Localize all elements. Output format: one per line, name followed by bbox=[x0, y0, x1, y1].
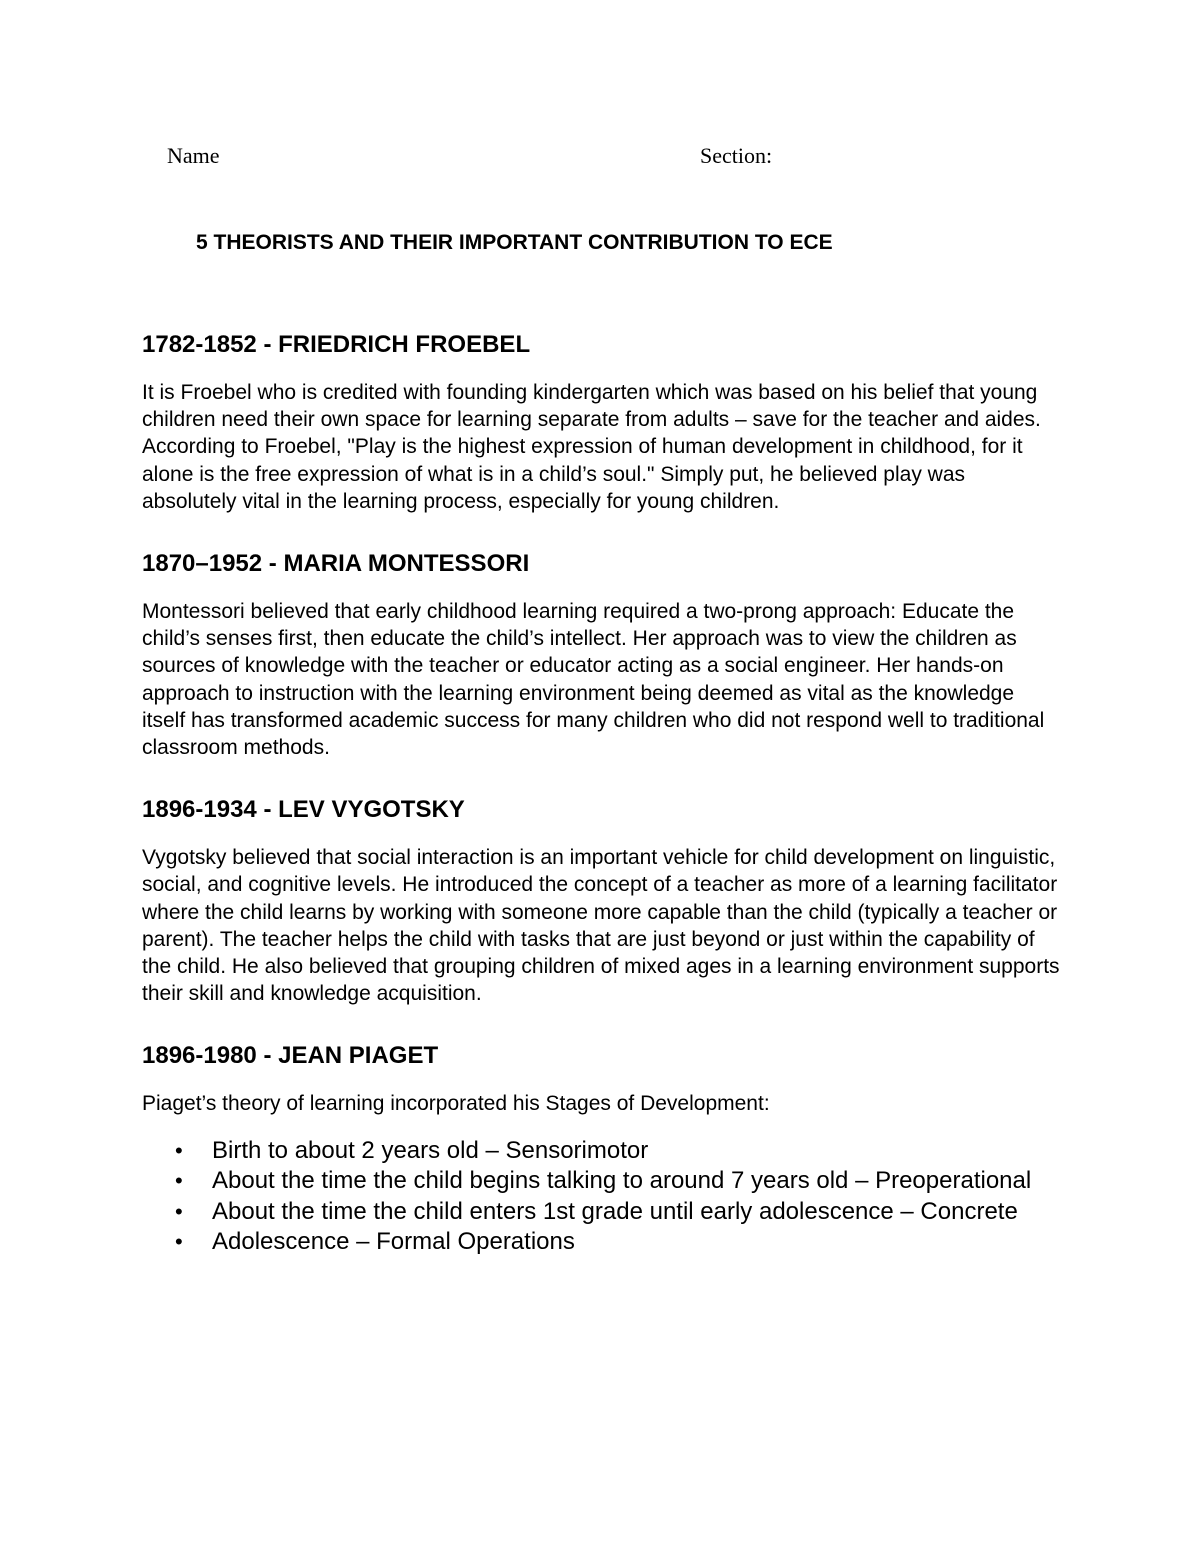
stage-text: Adolescence – Formal Operations bbox=[212, 1228, 575, 1256]
section-field-label: Section: bbox=[700, 143, 773, 168]
theorist-heading: 1782-1852 - FRIEDRICH FROEBEL bbox=[142, 331, 531, 358]
bullet-icon: • bbox=[175, 1168, 183, 1194]
stage-text: About the time the child begins talking to around 7 years old – Preoperational bbox=[212, 1167, 1032, 1195]
theorist-heading: 1896-1980 - JEAN PIAGET bbox=[142, 1042, 439, 1070]
document-body bbox=[142, 328, 1062, 1290]
stage-list-item bbox=[142, 1227, 1062, 1258]
stage-list-item bbox=[142, 1136, 1062, 1167]
theorist-section-vygotsky bbox=[142, 793, 1062, 1007]
name-field-label: Name bbox=[167, 143, 220, 168]
stage-text: About the time the child enters 1st grade until early adolescence – Concrete bbox=[212, 1197, 1018, 1225]
stages-list bbox=[142, 1136, 1062, 1258]
bullet-icon: • bbox=[175, 1229, 183, 1255]
theorist-paragraph: Montessori believed that early childhood learning required a two-prong approach: Educate the child’s senses first, then educate the child’s intellect. Her approach was to view the children as sources of knowledge with the teacher or educator acting as a social engineer. Her hands-on approach to instruction with the learning environment being deemed as vital as the knowledge itself has transformed academic success for many children who did not respond well to traditional classroom methods. bbox=[142, 600, 1045, 760]
stage-list-item bbox=[142, 1197, 1062, 1228]
bullet-icon: • bbox=[175, 1137, 183, 1163]
theorist-paragraph: Vygotsky believed that social interaction is an important vehicle for child development on linguistic, social, and cognitive levels. He introduced the concept of a teacher as more of a learning facilitator where the child learns by working with someone more capable than the child (typically a teacher or parent). The teacher helps the child with tasks that are just beyond or just within the capability of the child. He also believed that grouping children of mixed ages in a learning environment supports their skill and knowledge acquisition. bbox=[142, 846, 1060, 1006]
theorist-paragraph: Piaget’s theory of learning incorporated his Stages of Development: bbox=[142, 1092, 770, 1116]
theorist-section-piaget bbox=[142, 1039, 1062, 1257]
theorist-section-froebel bbox=[142, 328, 1062, 515]
theorist-paragraph: It is Froebel who is credited with founding kindergarten which was based on his belief that young children need their own space for learning separate from adults – save for the teacher and aides. According to Froebel, "Play is the highest expression of human development in childhood, for it alone is the free expression of what is in a child’s soul." Simply put, he believed play was absolutely vital in the learning process, especially for young children. bbox=[142, 381, 1041, 513]
stage-text: Birth to about 2 years old – Sensorimotor bbox=[212, 1136, 649, 1164]
document-title: 5 THEORISTS AND THEIR IMPORTANT CONTRIBUTION TO ECE bbox=[196, 231, 833, 254]
stage-list-item bbox=[142, 1166, 1062, 1197]
theorist-heading: 1896-1934 - LEV VYGOTSKY bbox=[142, 796, 465, 824]
bullet-icon: • bbox=[175, 1198, 183, 1224]
theorist-heading: 1870–1952 - MARIA MONTESSORI bbox=[142, 550, 530, 578]
theorist-section-montessori bbox=[142, 547, 1062, 761]
